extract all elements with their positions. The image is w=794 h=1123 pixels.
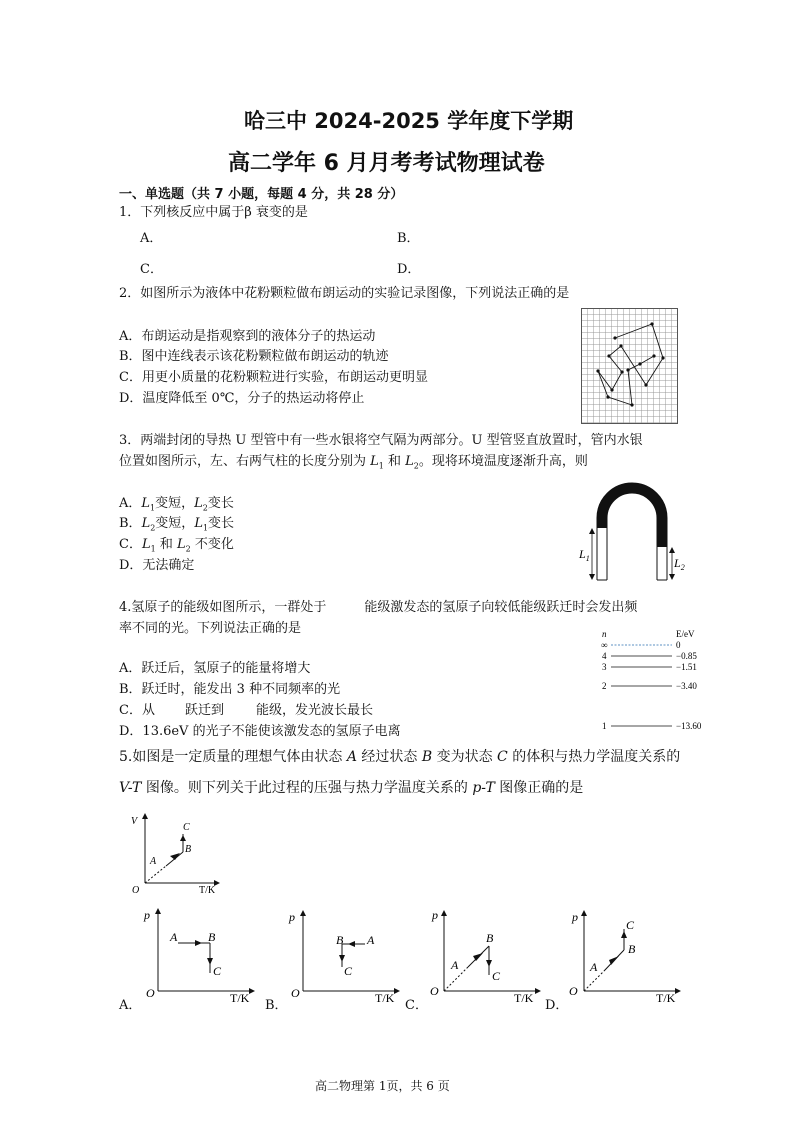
q2-stem: 2．如图所示为液体中花粉颗粒做布朗运动的实验记录图像，下列说法正确的是 (119, 286, 570, 301)
q3-option-c: C．$L_1$ 和 $L_2$ 不变化 (119, 537, 234, 554)
svg-text:A: A (170, 930, 178, 944)
svg-text:C: C (492, 969, 501, 983)
svg-text:0: 0 (676, 640, 681, 650)
q4-stem-line2: 率不同的光。下列说法正确的是 (119, 621, 302, 636)
q5-option-a-graph (140, 905, 255, 1005)
q5-option-d-letter: D． (545, 998, 569, 1013)
svg-text:C: C (213, 964, 222, 978)
svg-text:1: 1 (602, 721, 607, 731)
svg-text:B: B (336, 933, 344, 947)
svg-text:3: 3 (602, 662, 607, 672)
q5-option-b-graph (285, 905, 400, 1005)
svg-text:B: B (208, 930, 216, 944)
q2-option-d: D．温度降低至 0℃，分子的热运动将停止 (119, 391, 365, 406)
q1-option-a: A． (140, 231, 163, 246)
svg-text:T/K: T/K (375, 991, 395, 1005)
q5-option-c-graph (426, 905, 541, 1005)
q5-option-c-letter: C． (405, 998, 428, 1013)
q5-option-a-letter: A． (119, 998, 142, 1013)
q5-option-b-letter: B． (265, 998, 288, 1013)
svg-text:B: B (486, 931, 494, 945)
page-footer: 高二物理第 1页，共 6 页 (315, 1079, 450, 1093)
svg-text:T/K: T/K (514, 991, 534, 1005)
page-title-line1: 哈三中 2024-2025 学年度下学期 (244, 109, 574, 133)
svg-text:V: V (131, 816, 138, 827)
q3-stem-line2: 位置如图所示，左、右两气柱的长度分别为 $L_1$ 和 $L_2$。现将环境温度逐渐升高，则 (119, 454, 588, 471)
svg-text:A: A (451, 958, 459, 972)
q2-option-c: C．用更小质量的花粉颗粒进行实验，布朗运动更明显 (119, 370, 428, 385)
fig-label-l1: $L_1$ (579, 547, 590, 563)
q4-option-c: C．从 跃迁到 能级，发光波长最长 (119, 703, 373, 718)
svg-text:−3.40: −3.40 (676, 681, 697, 691)
svg-text:C: C (344, 964, 353, 978)
svg-text:4: 4 (602, 651, 607, 661)
q3-option-d: D．无法确定 (119, 558, 195, 573)
q1-stem: 1．下列核反应中属于β 衰变的是 (119, 205, 308, 220)
vt-graph (125, 810, 230, 900)
q3-option-b: B．$L_2$变短，$L_1$变长 (119, 516, 235, 533)
svg-text:B: B (628, 942, 636, 956)
svg-text:A: A (590, 960, 598, 974)
energy-n-label: n (602, 629, 607, 639)
brownian-motion-figure (581, 308, 678, 424)
svg-text:T/K: T/K (230, 991, 250, 1005)
svg-text:−0.85: −0.85 (676, 651, 697, 661)
svg-text:−1.51: −1.51 (676, 662, 697, 672)
q5-stem-line2: V-T 图像。则下列关于此过程的压强与热力学温度关系的 p-T 图像正确的是 (119, 780, 584, 796)
u-tube-figure (575, 478, 690, 588)
energy-level-2 (602, 681, 697, 691)
svg-text:O: O (146, 986, 155, 1000)
q4-option-a: A．跃迁后，氢原子的能量将增大 (119, 661, 311, 676)
q5-stem-line1: 5.如图是一定质量的理想气体由状态 A 经过状态 B 变为状态 C 的体积与热力学温度关系的 (119, 749, 681, 765)
q4-option-d: D．13.6eV 的光子不能使该激发态的氢原子电离 (119, 724, 401, 739)
q3-option-a: A．$L_1$变短，$L_2$变长 (119, 496, 234, 513)
svg-text:C: C (626, 918, 635, 932)
q1-option-c: C． (140, 262, 163, 277)
svg-text:O: O (430, 984, 439, 998)
svg-text:B: B (185, 844, 192, 855)
svg-text:A: A (367, 933, 375, 947)
svg-text:p: p (144, 908, 150, 922)
svg-text:p: p (572, 910, 578, 924)
energy-level-3 (602, 662, 697, 672)
svg-text:∞: ∞ (601, 640, 608, 650)
svg-text:T/K: T/K (656, 991, 676, 1005)
energy-level-1 (602, 721, 702, 731)
svg-text:A: A (150, 856, 157, 867)
svg-text:−13.60: −13.60 (676, 721, 702, 731)
q2-option-a: A．布朗运动是指观察到的液体分子的热运动 (119, 329, 376, 344)
svg-text:p: p (432, 908, 438, 922)
svg-text:O: O (132, 885, 140, 896)
q4-stem-line1: 4.氢原子的能级如图所示，一群处于 能级激发态的氢原子向较低能级跃迁时会发出频 (119, 600, 638, 615)
svg-text:p: p (289, 910, 295, 924)
section-heading: 一、单选题（共 7 小题，每题 4 分，共 28 分） (119, 187, 404, 202)
q1-option-d: D． (397, 262, 421, 277)
q3-stem-line1: 3．两端封闭的导热 U 型管中有一些水银将空气隔为两部分。U 型管竖直放置时，管内水银 (119, 433, 643, 448)
energy-e-label: E/eV (676, 629, 695, 639)
energy-level-inf (601, 640, 681, 650)
q2-option-b: B．图中连线表示该花粉颗粒做布朗运动的轨迹 (119, 349, 389, 364)
q4-option-b: B．跃迁时，能发出 3 种不同频率的光 (119, 682, 341, 697)
q1-option-b: B． (397, 231, 420, 246)
svg-text:C: C (183, 822, 190, 833)
fig-label-l2: $L_2$ (674, 556, 685, 572)
svg-text:O: O (569, 984, 578, 998)
q5-option-d-graph (566, 905, 681, 1005)
svg-text:2: 2 (602, 681, 607, 691)
svg-text:O: O (291, 986, 300, 1000)
page-title-line2: 高二学年 6 月月考考试物理试卷 (228, 151, 545, 176)
svg-text:T/K: T/K (199, 885, 216, 896)
energy-level-4 (602, 651, 697, 661)
energy-level-diagram (598, 625, 713, 735)
